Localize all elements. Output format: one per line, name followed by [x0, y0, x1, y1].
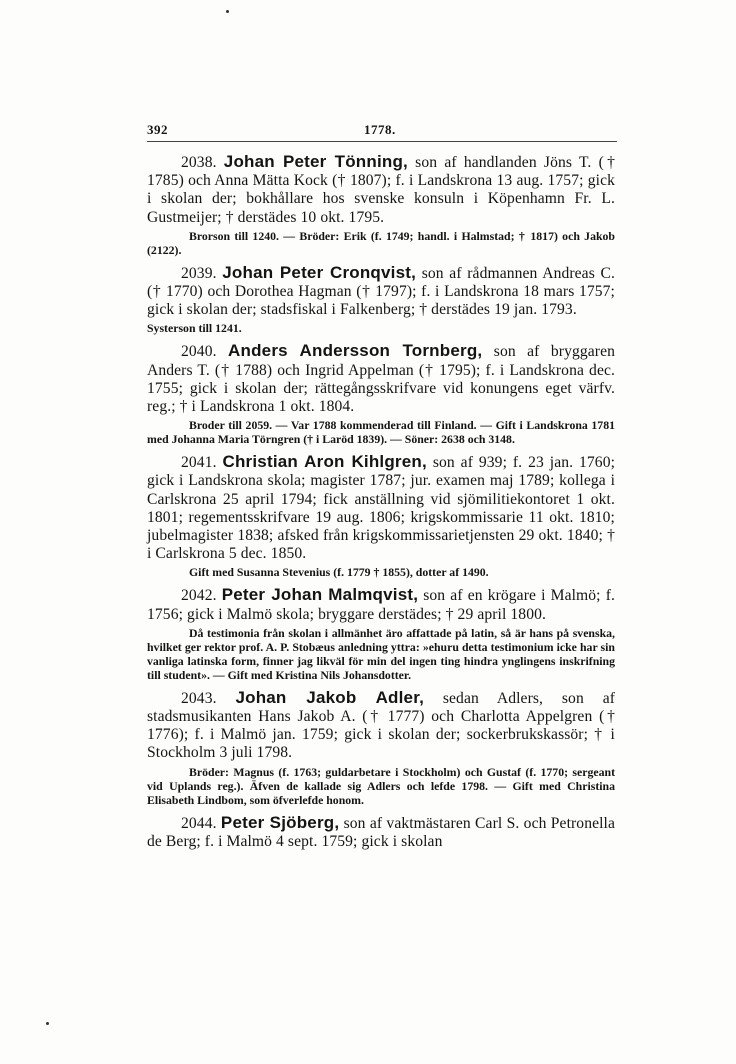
entry-number: 2040.: [181, 343, 217, 361]
entry-name: Peter Johan Malmqvist,: [221, 585, 419, 605]
page-number: 392: [147, 122, 168, 137]
entry-name: Christian Aron Kihlgren,: [222, 452, 427, 472]
entry-text: sedan Adlers, son af stadsmusikanten Hans Jakob A. († 1777) och Charlotta Appelgren († 1776); f. i Malmö jan. 1759; gick i skolan der; sockerbrukskassör; † i Stockholm 3 juli 1798.: [147, 689, 616, 762]
entry-note: Brorson till 1240. — Bröder: Erik (f. 1749; handl. i Halmstad; † 1817) och Jakob (2122).: [147, 228, 615, 257]
header-rule: [147, 141, 617, 142]
entry-2043: [147, 689, 615, 807]
entry-2040: [147, 342, 615, 446]
entry-note: Systerson till 1241.: [147, 321, 242, 336]
entry-main: [147, 453, 615, 563]
entry-note: Då testimonia från skolan i allmänhet äro affattade på latin, så är hans på svenska, hvilket ger rektor prof. A. P. Stobæus anledning yttra: »ehuru detta testimonium icke har sin vanliga latinska form, finner jag likväl för min del ingen ting hindra ynglingens inskrifning till student». — Gift med Kristina Nils Johansdotter.: [147, 625, 615, 682]
running-year: 1778.: [364, 122, 396, 137]
print-speck-left: [46, 1022, 49, 1025]
entry-main: [147, 153, 615, 227]
entry-main: [147, 264, 615, 320]
entry-number: 2042.: [181, 587, 217, 605]
entry-text: son af 939; f. 23 jan. 1760; gick i Landskrona skola; magister 1787; jur. examen maj 1789; kollega i Carlskrona 25 april 1794; fick anställning vid sjömilitiekontoret 1 okt. 1801; regementsskrifvare 19 aug. 1806; krigskommissarie 11 okt. 1810; jubelmagister 1838; afsked från krigskommissarietjensten 29 okt. 1840; † i Carlskrona 5 dec. 1850.: [147, 454, 616, 563]
entry-number: 2044.: [181, 814, 217, 832]
page-body: [147, 153, 615, 858]
page-header: [147, 122, 613, 140]
entry-note: Gift med Susanna Stevenius (f. 1779 † 1855), dotter af 1490.: [189, 565, 489, 580]
entry-main: [147, 342, 615, 416]
entry-2041: [147, 453, 615, 579]
entry-2038: [147, 153, 615, 257]
entry-2042: [147, 586, 615, 681]
entry-text: son af bryggaren Anders T. († 1788) och Ingrid Appelman († 1795); f. i Landskrona dec. 1755; gick i skolan der; rättegångsskrifvare vid konungens eget värfv. reg.; † i Landskrona 1 okt. 1804.: [147, 343, 616, 416]
entry-text: son af handlanden Jöns T. († 1785) och Anna Mätta Kock († 1807); f. i Landskrona 13 aug. 1757; gick i skolan der; bokhållare hos svenske konsuln i Köpenhamn Fr. L. Gustmeijer; † derstädes 10 okt. 1795.: [147, 154, 616, 226]
entry-name: Johan Peter Tönning,: [223, 152, 408, 171]
entry-2039: [147, 264, 615, 336]
entry-text: son af vaktmästaren Carl S. och Petronella de Berg; f. i Malmö 4 sept. 1759; gick i skolan: [147, 814, 616, 850]
entry-number: 2041.: [181, 454, 217, 472]
entry-name: Johan Jakob Adler,: [235, 687, 425, 707]
entry-number: 2038.: [181, 154, 217, 171]
entry-number: 2043.: [181, 689, 217, 707]
entry-2044: [147, 814, 615, 851]
entry-main: [147, 586, 615, 623]
entry-text: son af en krögare i Malmö; f. 1756; gick i Malmö skola; bryggare derstädes; † 29 april 1800.: [147, 587, 615, 623]
entry-name: Anders Andersson Tornberg,: [228, 341, 483, 361]
entry-note: Broder till 2059. — Var 1788 kommenderad till Finland. — Gift i Landskrona 1781 med Johanna Maria Törngren († i Laröd 1839). — Söner: 2638 och 3148.: [147, 418, 615, 447]
entry-text: son af rådmannen Andreas C. († 1770) och Dorothea Hagman († 1797); f. i Landskrona 18 mars 1757; gick i skolan der; stadsfiskal i Falkenberg; † derstädes 19 jan. 1793.: [147, 264, 616, 319]
entry-number: 2039.: [181, 264, 217, 282]
entry-name: Johan Peter Cronqvist,: [222, 262, 417, 282]
print-speck-top: [226, 10, 229, 13]
entry-name: Peter Sjöberg,: [220, 812, 340, 832]
entry-main: [147, 814, 615, 851]
entry-main: [147, 689, 615, 763]
entry-note: Bröder: Magnus (f. 1763; guldarbetare i Stockholm) och Gustaf (f. 1770; sergeant vid Uplands reg.). Äfven de kallade sig Adlers och lefde 1798. — Gift med Christina Elisabeth Lindbom, som öfverlefde honom.: [147, 764, 615, 807]
